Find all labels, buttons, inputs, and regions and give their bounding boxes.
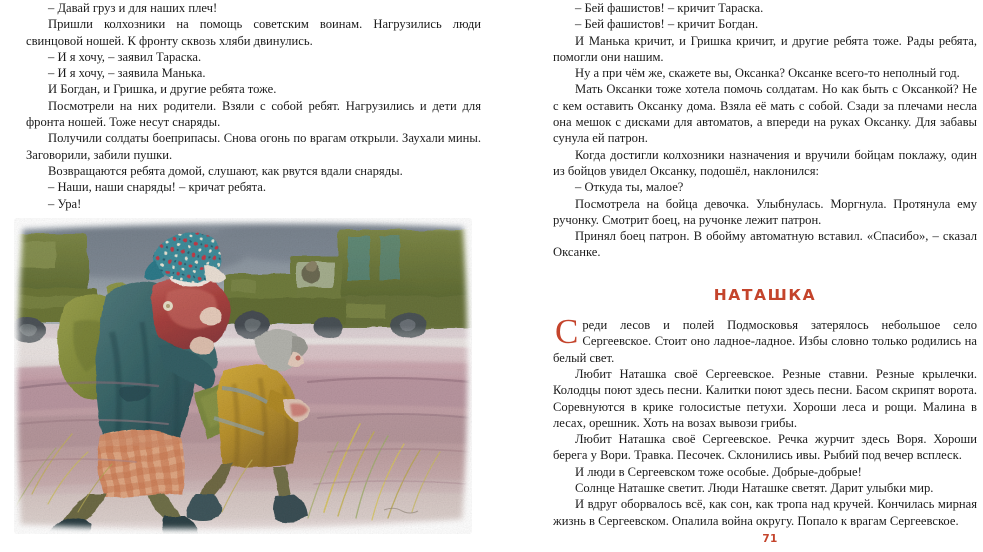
truck-right (338, 230, 480, 338)
paragraph: Когда достигли колхозники назначения и вручили бойцам поклажу, один из бойцов увидел Оксанку, подошёл, наклонился: (553, 147, 977, 178)
paragraph: – Бей фашистов! – кричит Тараска. (575, 1, 764, 15)
illustration (8, 212, 480, 547)
drop-cap-letter: С (555, 312, 579, 352)
right-text-column (553, 0, 977, 529)
paragraph: Посмотрели на них родители. Взяли с собой ребят. Нагрузились и дети для фронта ношей. Тоже несут снаряды. (26, 98, 481, 130)
story-title: НАТАШКА (713, 285, 817, 304)
dropcap-paragraph-text: реди лесов и полей Подмосковья затерялось небольшое село Сергеевское. Стоит оно ладное-ладное. Избы словно только родились на белый свет. (553, 318, 977, 365)
paragraph: Мать Оксанки тоже хотела помочь солдатам. Но как быть с Оксанкой? Не с кем оставить Оксанку дома. Взяла её мать с собой. Сзади за плечами несла она мешок с дисками для автоматов, а впереди на руках Оксанку. Для забавы сунула ей патрон. (553, 82, 977, 146)
paragraph: Любит Наташка своё Сергеевское. Речка журчит здесь Воря. Хороши берега у Вори. Травка. Песочек. Склонились ивы. Рыбий под вечер всплеск. (553, 432, 977, 463)
paragraph: Посмотрела на бойца девочка. Улыбнулась. Моргнула. Протянула ему ручонку. Смотрит боец, на ручонке лежит патрон. (553, 196, 977, 227)
paragraph: И вдруг оборвалось всё, как сон, как тропа над кручей. Кончилась мирная жизнь в Сергеевском. Опалила война округу. Попало к врагам Сергеевское. (553, 497, 977, 528)
paragraph: – Откуда ты, малое? (575, 180, 684, 195)
page-number: 71 (762, 533, 778, 545)
paragraph: – Ура! (48, 196, 82, 211)
paragraph: И Богдан, и Гришка, и другие ребята тоже. (48, 82, 277, 97)
paragraph: И Манька кричит, и Гришка кричит, и другие ребята тоже. Рады ребята, помогли они нашим. (553, 33, 977, 64)
paragraph: Солнце Наташке светит. Люди Наташке светят. Дарит улыбки мир. (575, 481, 934, 496)
woman-hand (200, 307, 222, 325)
paragraph: Получили солдаты боеприпасы. Снова огонь по врагам открыли. Заухали мины. Заговорили, забили пушки. (26, 131, 481, 162)
paragraph: – И я хочу, – заявила Манька. (48, 66, 206, 81)
paragraph: Принял боец патрон. В обойму автоматную вставил. «Спасибо», – сказал Оксанке. (553, 229, 977, 260)
dropcap-paragraph (553, 312, 977, 366)
left-text-column (26, 0, 481, 212)
illustration-scene (8, 212, 480, 547)
illustration-artwork (8, 212, 480, 547)
paragraph: Пришли колхозники на помощь советским воинам. Нагрузились люди свинцовой ношей. К фронту сквозь хляби двинулись. (26, 17, 481, 48)
paragraph: И люди в Сергеевском тоже особые. Добрые-добрые! (575, 464, 862, 479)
paragraph: – И я хочу, – заявил Тараска. (48, 49, 202, 64)
paragraph: Любит Наташка своё Сергеевское. Резные ставни. Резные крылечки. Колодцы поют здесь песни. Калитки поют здесь песни. Басом скрипят ворота. Соревнуются в крике голосистые петухи. Хороши леса и рощи. Малина в лесах, орешник. Хоть на возах вывози грибы. (553, 366, 977, 430)
paragraph: – Давай груз и для наших плеч! (48, 1, 218, 15)
paragraph: Ну а при чём же, скажете вы, Оксанка? Оксанке всего-то неполный год. (575, 66, 960, 81)
paragraph: – Наши, наши снаряды! – кричат ребята. (48, 180, 267, 195)
paragraph: – Бей фашистов! – кричит Богдан. (575, 17, 759, 32)
paragraph: Возвращаются ребята домой, слушают, как рвутся вдали снаряды. (48, 163, 403, 178)
